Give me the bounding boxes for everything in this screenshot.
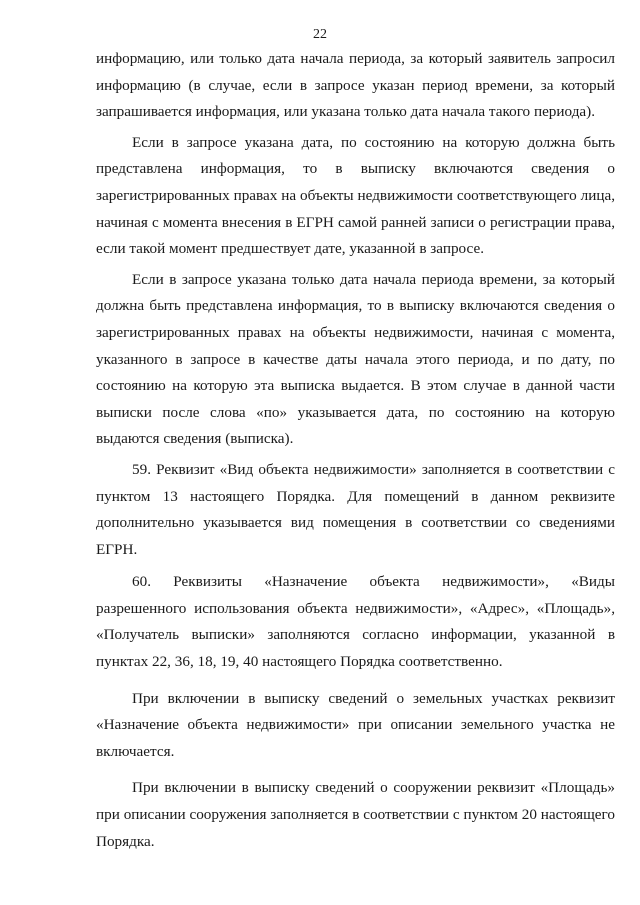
document-body [96, 46, 615, 855]
paragraph-structure-area: При включении в выписку сведений о сооружении реквизит «Площадь» при описании сооружения заполняется в соответствии с пунктом 20 настоящего Порядка. [96, 779, 615, 850]
paragraph-continuation: информацию, или только дата начала периода, за который заявитель запросил информацию (в случае, если в запросе указан период времени, за который запрашивается информация, или указана только дата начала такого периода). [96, 50, 615, 121]
paragraph-item-59: 59. Реквизит «Вид объекта недвижимости» заполняется в соответствии с пунктом 13 настоящего Порядка. Для помещений в данном реквизите дополнительно указывается вид помещения в соответствии со сведениями ЕГРН. [96, 460, 615, 558]
page-number: 22 [313, 27, 327, 42]
paragraph-item-60: 60. Реквизиты «Назначение объекта недвижимости», «Виды разрешенного использования объекта недвижимости», «Адрес», «Площадь», «Получатель выписки» заполняются согласно информации, указанной в пунктах 22, 36, 18, 19, 40 настоящего Порядка соответственно. [96, 573, 615, 671]
paragraph-land-plots: При включении в выписку сведений о земельных участках реквизит «Назначение объекта недвижимости» при описании земельного участка не включается. [96, 689, 615, 760]
paragraph-date-in-request: Если в запросе указана дата, по состоянию на которую должна быть представлена информация, то в выписку включаются сведения о зарегистрированных правах на объекты недвижимости соответствующего лица, начиная с момента внесения в ЕГРН самой ранней записи о регистрации права, если такой момент предшествует дате, указанной в запросе. [96, 133, 615, 258]
paragraph-period-start-date: Если в запросе указана только дата начала периода времени, за который должна быть представлена информация, то в выписку включаются сведения о зарегистрированных правах на объекты недвижимости, начиная с момента, указанного в запросе в качестве даты начала этого периода, и по дату, по состоянию на которую эта выписка выдается. В этом случае в данной части выписки после слова «по» указывается дата, по состоянию на которую выдаются сведения (выписка). [96, 270, 615, 448]
